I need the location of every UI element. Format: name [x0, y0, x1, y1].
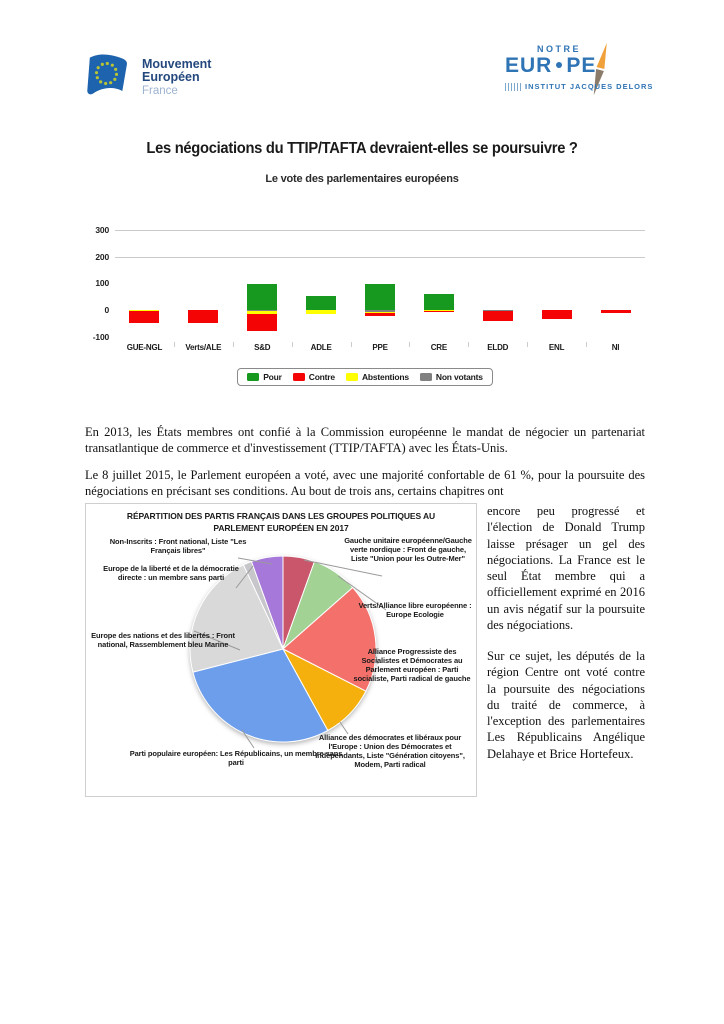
x-axis-tick	[586, 342, 587, 347]
pie-chart-box	[85, 503, 477, 797]
bar-group-ELDD	[483, 222, 513, 340]
paragraph-2-lead: Le 8 juillet 2015, le Parlement européen a voté, avec une majorité confortable de 61 %, pour la poursuite des négociations en précisant ses conditions. Au bout de trois ans, certains chapitres ont	[85, 468, 645, 499]
bar-segment-abstentions	[306, 310, 336, 314]
legend-item-pour	[247, 372, 282, 382]
x-tick-label: GUE-NGL	[126, 343, 163, 352]
x-axis-tick	[527, 342, 528, 347]
y-tick-label: 300	[95, 225, 109, 235]
votes-bar-chart	[85, 222, 645, 386]
bar-segment-contre	[542, 310, 572, 319]
pie-and-text-section	[85, 503, 645, 801]
legend-label: Pour	[263, 372, 282, 382]
legend-box	[237, 368, 493, 386]
pie-label-enl: Europe des nations et des libertés : Front national, Rassemblement bleu Marine	[91, 631, 235, 649]
pie-label-sd: Alliance Progressiste des Socialistes et Démocrates au Parlement européen : Parti socialiste, Parti radical de gauche	[353, 647, 471, 683]
logo-text-institut: INSTITUT JACQUES DELORS	[505, 82, 653, 91]
eu-flag-icon	[84, 50, 134, 108]
bar-segment-contre	[424, 311, 454, 312]
notre-europe-logo	[505, 42, 654, 106]
paragraph-2-rest: encore peu progressé et l'élection de Donald Trump laisse présager un gel des négociations. La France est le seul État membre qui a officiellement exprimé en 2016 un avis négatif sur la poursuite des négociations.	[487, 504, 645, 632]
mouvement-europeen-logo	[84, 50, 274, 108]
pie-label-ppe: Parti populaire européen: Les Républicains, un membre sans parti	[129, 749, 343, 767]
bar-segment-pour	[365, 284, 395, 310]
page-title: Les négociations du TTIP/TAFTA devraient-elles se poursuivre ?	[146, 140, 578, 157]
paragraph-1: En 2013, les États membres ont confié à la Commission européenne le mandat de négocier un partenariat transatlantique de commerce et d'investissement (TTIP/TAFTA) avec les États-Unis.	[85, 425, 645, 456]
hash-marks-icon	[505, 83, 521, 91]
legend-label: Abstentions	[361, 372, 409, 382]
bar-group-ADLE	[306, 222, 336, 340]
bar-segment-pour	[306, 296, 336, 310]
bar-segment-contre	[365, 313, 395, 316]
paragraph-3: Sur ce sujet, les députés de la région Centre ont voté contre la poursuite des négociations du traité de commerce, à l'exception des parlementaires Les Républicains Angélique Delahaye et Brice Hortefeux.	[487, 649, 645, 761]
bar-segment-pour	[247, 284, 277, 310]
bar-segment-contre	[601, 310, 631, 313]
legend-label: Non votants	[435, 372, 483, 382]
pie-label-ni: Non-Inscrits : Front national, Liste "Les Français libres"	[109, 537, 247, 555]
bar-segment-contre	[483, 311, 513, 320]
bar-group-S&D	[247, 222, 277, 340]
x-tick-label: ENL	[548, 343, 565, 352]
pie-label-gue-ngl: Gauche unitaire européenne/Gauche verte nordique : Front de gauche, Liste "Union pour les Outre-Mer"	[344, 536, 472, 563]
logo-dot-icon	[556, 62, 562, 68]
x-tick-label: CRE	[430, 343, 447, 352]
bar-segment-contre	[247, 314, 277, 331]
bar-segment-contre	[129, 311, 159, 323]
x-axis-tick	[233, 342, 234, 347]
bar-chart-plot-area	[92, 222, 645, 342]
legend-item-abstentions	[346, 372, 409, 382]
bar-segment-contre	[188, 310, 218, 323]
logo-text-europe: EUR PE	[505, 54, 597, 77]
x-tick-label: Verts/ALE	[185, 343, 222, 352]
legend-label: Contre	[308, 372, 335, 382]
pie-label-eldd: Europe de la liberté et de la démocratie directe : un membre sans parti	[103, 564, 239, 582]
bar-group-ENL	[542, 222, 572, 340]
logo-text-europeen: Européen	[142, 70, 200, 85]
bar-group-CRE	[424, 222, 454, 340]
pie-label-adle: Alliance des démocrates et libéraux pour l'Europe : Union des Démocrates et Indépendants, Liste "Génération citoyens", Modem, Parti radical	[315, 733, 465, 769]
x-axis-tick	[174, 342, 175, 347]
legend-swatch-icon	[346, 373, 358, 381]
x-tick-label: ADLE	[310, 343, 332, 352]
bar-segment-pour	[424, 294, 454, 310]
x-axis-tick	[409, 342, 410, 347]
x-axis-tick	[351, 342, 352, 347]
x-tick-label: ELDD	[487, 343, 509, 352]
x-tick-label: NI	[611, 343, 620, 352]
legend-swatch-icon	[247, 373, 259, 381]
bar-group-GUE-NGL	[129, 222, 159, 340]
bar-group-NI	[601, 222, 631, 340]
x-axis-labels	[115, 340, 645, 356]
legend-swatch-icon	[293, 373, 305, 381]
logo-text-notre: NOTRE	[537, 44, 581, 54]
y-tick-label: 0	[104, 305, 109, 316]
y-axis-labels	[83, 222, 111, 340]
x-tick-label: S&D	[254, 343, 271, 352]
legend-swatch-icon	[420, 373, 432, 381]
x-axis-tick	[468, 342, 469, 347]
x-tick-label: PPE	[372, 343, 388, 352]
logo-text-france: France	[142, 85, 178, 98]
bar-group-Verts/ALE	[188, 222, 218, 340]
y-tick-label: -100	[92, 331, 109, 342]
y-tick-label: 100	[95, 278, 109, 289]
chart-legend	[85, 368, 645, 386]
pie-label-verts: Verts/Alliance libre européenne : Europe Ecologie	[358, 601, 472, 619]
x-axis-tick	[292, 342, 293, 347]
page-subtitle: Le vote des parlementaires européens	[265, 173, 459, 185]
logo-text-mouvement: Mouvement	[142, 57, 212, 71]
legend-item-contre	[293, 372, 335, 382]
bar-group-PPE	[365, 222, 395, 340]
y-tick-label: 200	[95, 251, 109, 262]
legend-item-non-votants	[420, 372, 483, 382]
pie-chart-title: RÉPARTITION DES PARTIS FRANÇAIS DANS LES GROUPES POLITIQUES AU PARLEMENT EUROPÉEN EN 2017	[126, 511, 436, 534]
